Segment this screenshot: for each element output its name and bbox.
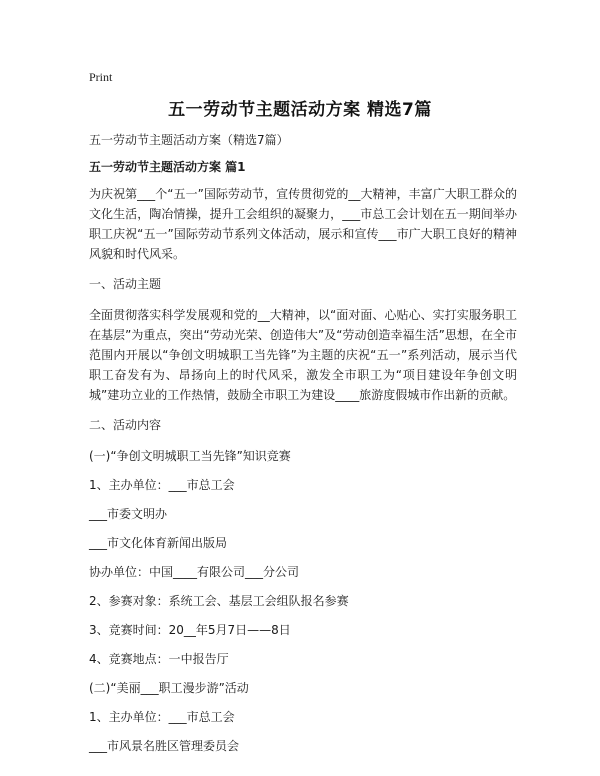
document-title: 五一劳动节主题活动方案 精选7篇	[168, 100, 432, 120]
print-label: Print	[89, 70, 113, 84]
intro-paragraph: 为庆祝第___个“五一”国际劳动节，宣传贯彻党的__大精神，丰富广大职工群众的文化生活，陶冶情操，提升工会组织的凝聚力，___市总工会计划在五一期间举办职工庆祝“五一”国际劳动节系列文体活动，展示和宣传___市广大职工良好的精神风貌和时代风采。	[89, 187, 517, 261]
heading-activity-theme: 一、活动主题	[89, 277, 162, 291]
content-line: 1、主办单位：___市总工会	[89, 478, 235, 492]
content-line: ___市风景名胜区管理委员会	[89, 739, 240, 753]
heading-activity-content: 二、活动内容	[89, 418, 162, 432]
section-title: 五一劳动节主题活动方案 篇1	[89, 160, 246, 174]
content-line: (二)“美丽___职工漫步游”活动	[89, 681, 249, 695]
content-line: ___市委文明办	[89, 507, 168, 521]
theme-paragraph: 全面贯彻落实科学发展观和党的__大精神，以“面对面、心贴心、实打实服务职工在基层”为重点，突出“劳动光荣、创造伟大”及“劳动创造幸福生活”思想，在全市范围内开展以“争创文明城职工当先锋”为主题的庆祝“五一”系列活动，展示当代职工奋发有为、昂扬向上的时代风采，激发全市职工为“项目建设年争创文明城”建功立业的工作热情，鼓励全市职工为建设____旅游度假城市作出新的贡献。	[89, 308, 517, 402]
content-line: (一)“争创文明城职工当先锋”知识竞赛	[89, 449, 291, 463]
content-line: 3、竞赛时间：20__年5月7日——8日	[89, 623, 291, 637]
content-line: ___市文化体育新闻出版局	[89, 536, 228, 550]
document-body	[89, 130, 517, 765]
content-line: 2、参赛对象：系统工会、基层工会组队报名参赛	[89, 594, 349, 608]
content-line: 4、竞赛地点：一中报告厅	[89, 652, 229, 666]
content-line: 1、主办单位：___市总工会	[89, 710, 235, 724]
content-line: 协办单位：中国____有限公司___分公司	[89, 565, 300, 579]
document-subtitle: 五一劳动节主题活动方案（精选7篇）	[89, 133, 289, 147]
